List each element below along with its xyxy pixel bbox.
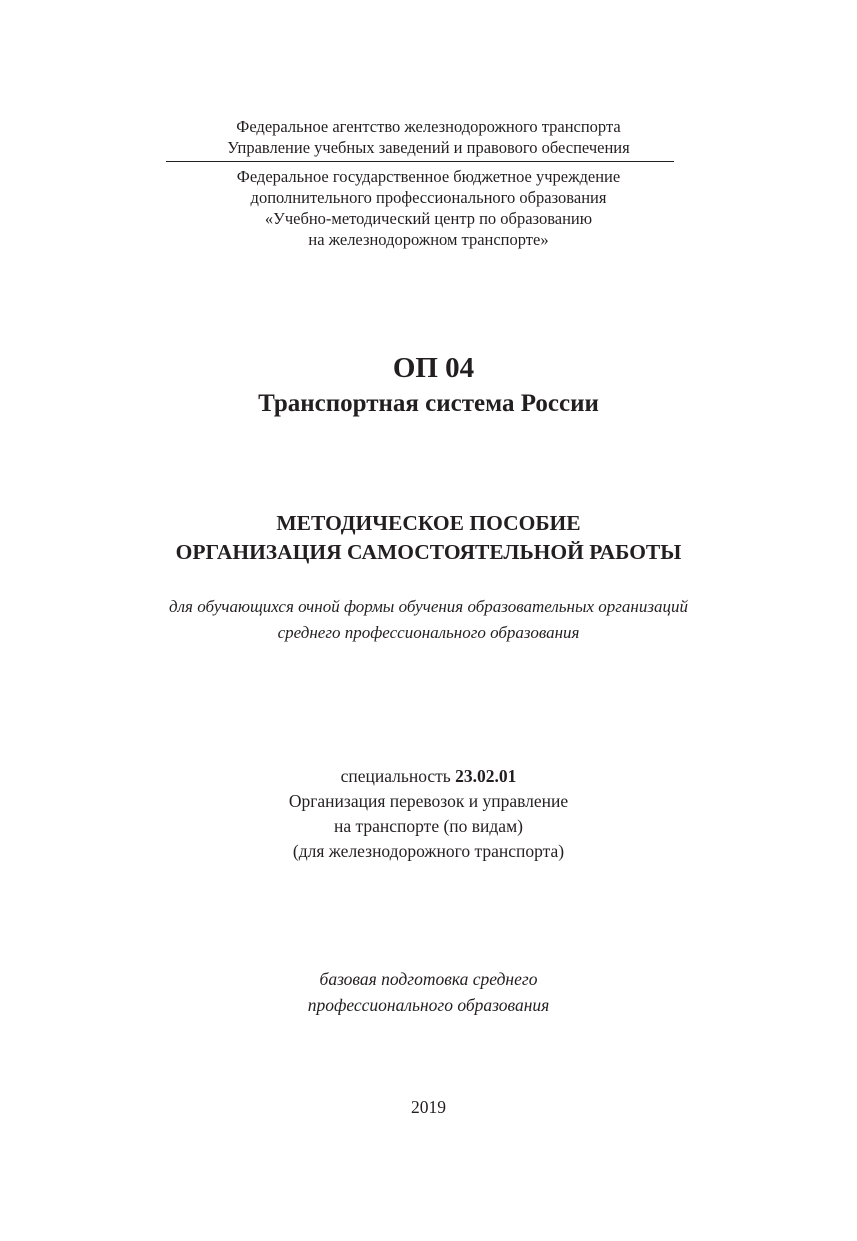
course-code: ОП 04 xyxy=(392,352,475,384)
manual-title-line: МЕТОДИЧЕСКОЕ ПОСОБИЕ xyxy=(276,511,581,535)
specialty-block xyxy=(0,764,857,864)
specialty-code-line xyxy=(0,764,857,789)
institution-header xyxy=(0,166,857,250)
specialty-number: 23.02.01 xyxy=(455,766,517,786)
specialty-label: специальность xyxy=(340,766,451,786)
institution-line: дополнительного профессионального образования xyxy=(250,188,607,207)
institution-line: Федеральное государственное бюджетное учреждение xyxy=(236,167,621,186)
department-line: Управление учебных заведений и правового обеспечения xyxy=(227,138,630,157)
course-name: Транспортная система России xyxy=(258,390,599,417)
audience-line: для обучающихся очной формы обучения образовательных организаций xyxy=(169,597,688,616)
specialty-name-line: (для железнодорожного транспорта) xyxy=(292,841,565,861)
training-level-line: профессионального образования xyxy=(307,995,550,1015)
agency-line: Федеральное агентство железнодорожного транспорта xyxy=(236,117,621,136)
audience-line: среднего профессионального образования xyxy=(277,623,580,642)
training-level xyxy=(0,966,857,1018)
institution-line: на железнодорожном транспорте» xyxy=(308,230,549,249)
specialty-name-line: Организация перевозок и управление xyxy=(288,791,569,811)
agency-header xyxy=(0,116,857,158)
audience-note xyxy=(0,594,857,646)
training-level-line: базовая подготовка среднего xyxy=(319,969,538,989)
publication-year: 2019 xyxy=(411,1097,446,1117)
manual-title xyxy=(0,509,857,567)
manual-title-line: ОРГАНИЗАЦИЯ САМОСТОЯТЕЛЬНОЙ РАБОТЫ xyxy=(175,540,682,564)
specialty-name-line: на транспорте (по видам) xyxy=(334,816,523,836)
institution-line: «Учебно-методический центр по образованию xyxy=(264,209,593,228)
header-divider xyxy=(166,161,674,162)
